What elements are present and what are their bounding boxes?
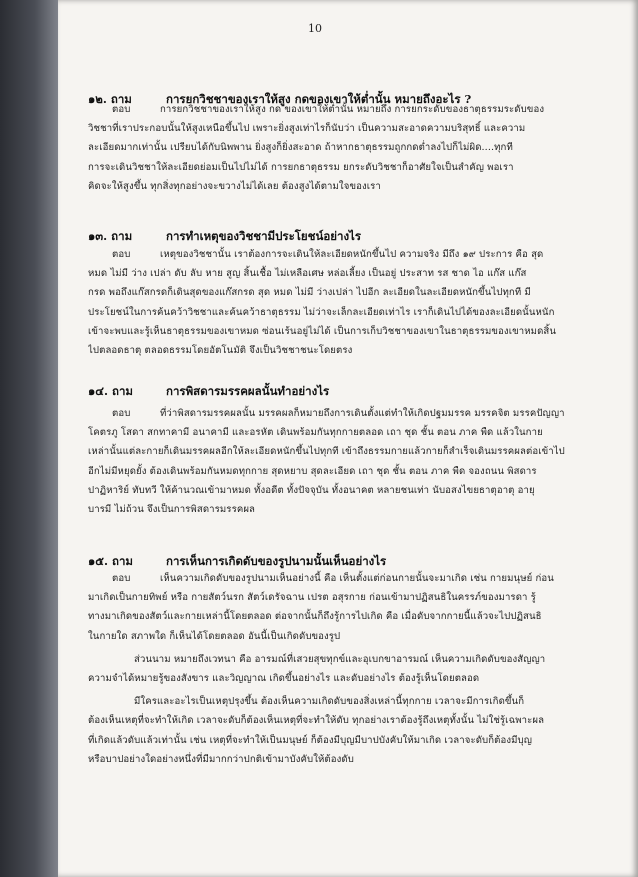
answer-label: ตอบ: [112, 573, 131, 584]
question-text: การทำเหตุของวิชชามีประโยชน์อย่างไร: [166, 229, 362, 243]
question-number: ๑๔. ถาม: [88, 384, 134, 398]
answer-label: ตอบ: [112, 249, 131, 260]
question-text: การยกวิชชาของเราให้สูง กดของเขาให้ต่ำนั้น หมายถึงอะไร ?: [166, 92, 472, 106]
answer-line: หมด ไม่มี ว่าง เปล่า ดับ ลับ หาย สูญ สิ้นเชื้อ ไม่เหลือเศษ หล่อเลี้ยง เป็นอยู่ ประสาท รส ชาด ไอ แก๊ส แก๊ส: [88, 268, 527, 280]
answer-line: ทางมาเกิดของสัตว์และกายเหล่านี้โดยตลอด ต่อจากนั้นก็ถึงรู้การไปเกิด คือ เมื่อดับจากกายนี้แล้วจะไปปฏิสนธิ: [88, 611, 542, 623]
answer-line: ไปตลอดธาตุ ตลอดธรรมโดยอัตโนมัติ จึงเป็นวิชชาชนะโดยตรง: [88, 345, 353, 357]
answer-line: กรด พอถึงแก๊สกรดก็เดินสุดของแก๊สกรด สุด หมด ไม่มี ว่างเปล่า ไปอีก ละเอียดในละเอียดหนักขึ้นไปทุกที มี: [88, 287, 531, 299]
question-number: ๑๕. ถาม: [88, 554, 134, 568]
answer-line: เข้าจะพบและรู้เห็นธาตุธรรมของเขาหมด ซ่อนเร้นอยู่ไม่ได้ เป็นการเก็บวิชชาของเขาในธาตุธรรมของเขาหมดสิ้น: [88, 325, 557, 337]
answer-line: วิชชาที่เราประกอบนั้นให้สูงเหนือขึ้นไป เพราะยิ่งสูงเท่าไรก็นับว่า เป็นความสะอาดความบริสุทธิ์ และความ: [88, 123, 526, 135]
answer-line: ประโยชน์ในการค้นคว้าวิชชาและค้นคว้าธาตุธรรม ไม่ว่าจะเล็กละเอียดเท่าไร เราก็เดินไปได้ของละเอียดนั้นหนัก: [88, 306, 555, 318]
answer-line: อีกไม่มีหยุดยั้ง ต้องเดินพร้อมกันหมดทุกกาย สุดหยาบ สุดละเอียด เถา ชุด ชั้น ตอน ภาค พืด จองถนน พิสดาร: [88, 465, 537, 477]
answer-block-14: [88, 404, 624, 519]
question-text: การเห็นการเกิดดับของรูปนามนั้นเห็นอย่างไร: [166, 554, 387, 568]
answer-block-15: [88, 569, 624, 769]
answer-line: ที่ว่าพิสดารมรรคผลนั้น มรรคผลก็หมายถึงการเดินตั้งแต่ทำให้เกิดปฐมมรรค มรรคจิต มรรคปัญญา: [160, 408, 565, 419]
answer-line: การจะเดินวิชชาให้ละเอียดย่อมเป็นไปไม่ได้ การยกธาตุธรรม ยกระดับวิชชาก็อาศัยใจเป็นสำคัญ พอเรา: [88, 161, 514, 173]
answer-line: ต้องเห็นเหตุที่จะทำให้เกิด เวลาจะดับก็ต้องเห็นเหตุที่จะทำให้ดับ ทุกอย่างเราต้องรู้ถึงเหตุทั้งนั้น ไม่ใช่รู้เฉพาะผล: [88, 715, 545, 727]
answer-line: ความจำได้หมายรู้ของสังขาร และวิญญาณ เกิดขึ้นอย่างไร และดับอย่างไร ต้องรู้เห็นโดยตลอด: [88, 673, 480, 685]
question-heading-13: [88, 228, 624, 246]
answer-line: ส่วนนาม หมายถึงเวทนา คือ อารมณ์ที่เสวยสุขทุกข์และอุเบกขาอารมณ์ เห็นความเกิดดับของสัญญา: [134, 653, 546, 665]
answer-block-13: [88, 245, 624, 360]
answer-label: ตอบ: [112, 408, 131, 419]
answer-line: เห็นความเกิดดับของรูปนามเห็นอย่างนี้ คือ เห็นตั้งแต่ก่อนกายนั้นจะมาเกิด เช่น กายมนุษย์ ก่อน: [160, 573, 554, 584]
answer-line: คิดจะให้สูงขึ้น ทุกสิ่งทุกอย่างจะขวางไม่ได้เลย ต้องสูงได้ตามใจของเรา: [88, 180, 381, 192]
answer-line: โคตรภู โสดา สกทาคามี อนาคามี และอรหัต เดินพร้อมกันทุกกายตลอด เถา ชุด ชั้น ตอน ภาค พืด แล้วในกาย: [88, 427, 543, 439]
answer-line: บารมี ไม่ถ้วน จึงเป็นการพิสดารมรรคผล: [88, 504, 256, 516]
question-number: ๑๒. ถาม: [88, 92, 132, 106]
document-page: [58, 0, 638, 877]
answer-line: ในกายใด สภาพใด ก็เห็นได้โดยตลอด อันนี้เป็นเกิดดับของรูป: [88, 630, 341, 642]
page-number: 10: [308, 22, 322, 35]
answer-line: มาเกิดเป็นกายทิพย์ หรือ กายสัตว์นรก สัตว์เดรัจฉาน เปรต อสุรกาย ก่อนเข้ามาปฏิสนธิในครรภ์ของมารดา รู้: [88, 592, 536, 604]
answer-line: เหล่านั้นแต่ละกายก็เดินมรรคผลอีกให้ละเอียดหนักขึ้นไปทุกที เข้าถึงธรรมกายแล้วกายก็สำเร็จเดินมรรคผลต่อเข้าไป: [88, 446, 565, 458]
answer-label: ตอบ: [112, 104, 131, 115]
page-binding-edge: [0, 0, 58, 877]
question-text: การพิสดารมรรคผลนั้นทำอย่างไร: [166, 384, 330, 398]
question-heading-14: [88, 383, 624, 401]
question-number: ๑๓. ถาม: [88, 229, 133, 243]
answer-line: หรือบาปอย่างใดอย่างหนึ่งที่มีมากกว่าปกติเข้ามาบังคับให้ต้องดับ: [88, 753, 354, 765]
answer-line: ละเอียดมากเท่านั้น เปรียบได้กับนิพพาน ยิ่งสูงก็ยิ่งสะอาด ถ้าหากธาตุธรรมถูกกดต่ำลงไปก็ไม่ผิด....ทุกที: [88, 142, 513, 154]
answer-line: ที่เกิดแล้วดับแล้วเท่านั้น เช่น เหตุที่จะทำให้เป็นมนุษย์ ก็ต้องมีบุญมีบาปบังคับให้มาเกิด เวลาจะดับก็ต้องมีบุญ: [88, 734, 533, 746]
answer-line: ปาฏิหาริย์ ทับทวี ให้ค้านวณเข้ามาหมด ทั้งอดีต ทั้งปัจจุบัน ทั้งอนาคต หลายชนเท่า นับอสงไขยธาตุอาตุ อายุ: [88, 484, 535, 496]
answer-line: เหตุของวิชชานั้น เราต้องการจะเดินให้ละเอียดหนักขึ้นไป ความจริง มีถึง ๑๙ ประการ คือ สุด: [160, 249, 544, 260]
answer-block-12: [88, 100, 624, 196]
answer-line: มีใครและอะไรเป็นเหตุปรุงขึ้น ต้องเห็นความเกิดดับของสิ่งเหล่านี้ทุกกาย เวลาจะมีการเกิดขึ้นก็: [134, 696, 525, 708]
answer-line: การยกวิชชาของเราให้สูง กด ของเขาให้ต่ำนั้น หมายถึง การยกระดับของธาตุธรรมระดับของ: [160, 104, 545, 115]
